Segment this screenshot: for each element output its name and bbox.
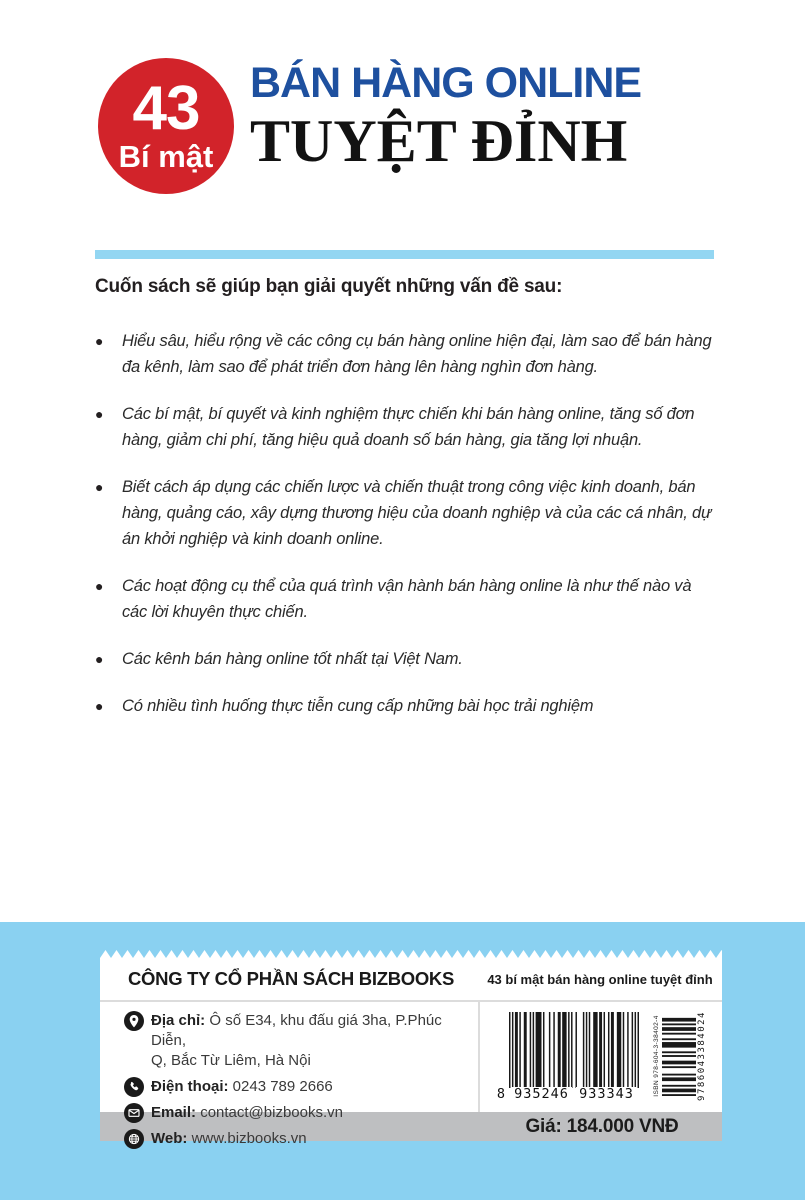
footer-panel (0, 922, 805, 1200)
footer-book-title: 43 bí mật bán hàng online tuyệt đỉnh (487, 971, 713, 987)
barcode (495, 1010, 643, 1104)
intro-heading: Cuốn sách sẽ giúp bạn giải quyết những vấn đề sau: (95, 276, 563, 297)
globe-icon (124, 1129, 144, 1149)
isbn-number: 9786043384024 (697, 1011, 707, 1101)
list-item-text: Có nhiều tình huống thực tiễn cung cấp những bài học trải nghiệm (122, 697, 594, 715)
book-title (250, 59, 642, 174)
barcode-digits (495, 1085, 641, 1102)
contact-row-phone (124, 1077, 478, 1097)
contact-label: Điện thoại: (151, 1078, 229, 1095)
benefits-list (95, 328, 715, 740)
contact-text (151, 1011, 478, 1071)
email-icon (124, 1103, 144, 1123)
publisher-box (100, 958, 722, 1147)
list-item (95, 693, 715, 719)
barcode-column (480, 1002, 722, 1112)
list-item (95, 646, 715, 672)
secrets-count-badge (98, 58, 234, 194)
isbn-barcode-bars (662, 1016, 696, 1096)
contact-value: www.bizbooks.vn (191, 1130, 307, 1147)
isbn-barcode (647, 1013, 713, 1099)
contact-text (151, 1077, 333, 1097)
publisher-company-name: CÔNG TY CỔ PHẦN SÁCH BIZBOOKS (128, 968, 455, 989)
contact-value-line2: Q, Bắc Từ Liêm, Hà Nội (151, 1052, 311, 1069)
list-item-text: Hiểu sâu, hiểu rộng về các công cụ bán hàng online hiện đại, làm sao để bán hàng đa kênh, làm sao để phát triển đơn hàng lên hàng nghìn đơn hàng. (122, 332, 712, 376)
location-pin-icon (124, 1011, 144, 1031)
contact-row-web (124, 1129, 478, 1149)
book-title-line1: BÁN HÀNG ONLINE (250, 59, 642, 107)
list-item-text: Các bí mật, bí quyết và kinh nghiệm thực chiến khi bán hàng online, tăng số đơn hàng, giảm chi phí, tăng hiệu quả doanh số bán hàng, gia tăng lợi nhuận. (122, 405, 695, 449)
list-item (95, 474, 715, 552)
list-item (95, 573, 715, 625)
contact-value: 0243 789 2666 (232, 1078, 333, 1095)
contact-label: Địa chỉ: (151, 1012, 206, 1029)
book-title-line2: TUYỆT ĐỈNH (250, 108, 628, 174)
phone-icon (124, 1077, 144, 1097)
barcode-digit-group: 933343 (576, 1087, 637, 1102)
list-item-text: Các kênh bán hàng online tốt nhất tại Việt Nam. (122, 650, 463, 668)
contact-text (151, 1103, 343, 1123)
contact-value: contact@bizbooks.vn (200, 1104, 343, 1121)
zigzag-edge (100, 950, 722, 958)
contact-label: Web: (151, 1130, 188, 1147)
list-item (95, 401, 715, 453)
contact-text (151, 1129, 307, 1149)
blue-divider-bar (95, 250, 714, 259)
list-item-text: Biết cách áp dụng các chiến lược và chiến thuật trong công việc kinh doanh, bán hàng, quảng cáo, xây dựng thương hiệu của doanh nghiệp và của các cá nhân, dự án khởi nghiệp và kinh doanh online. (122, 478, 712, 548)
contact-value: Ô số E34, khu đấu giá 3ha, P.Phúc Diễn, (151, 1012, 442, 1049)
publisher-header (100, 958, 722, 1000)
contact-list (100, 1002, 480, 1147)
barcode-digit-group: 935246 (511, 1087, 572, 1102)
price-text: Giá: 184.000 VNĐ (525, 1115, 679, 1137)
badge-label: Bí mật (118, 139, 214, 175)
badge-number: 43 (132, 74, 200, 144)
contact-label: Email: (151, 1104, 197, 1121)
list-item (95, 328, 715, 380)
barcode-digit-first: 8 (496, 1086, 506, 1102)
barcode-bars (509, 1012, 639, 1088)
isbn-label: ISBN 978-604-3-38402-4 (653, 1015, 660, 1097)
contact-row-email (124, 1103, 478, 1123)
list-item-text: Các hoạt động cụ thể của quá trình vận hành bán hàng online là như thế nào và các lời khuyên thực chiến. (122, 577, 692, 621)
contact-row-address (124, 1011, 478, 1071)
